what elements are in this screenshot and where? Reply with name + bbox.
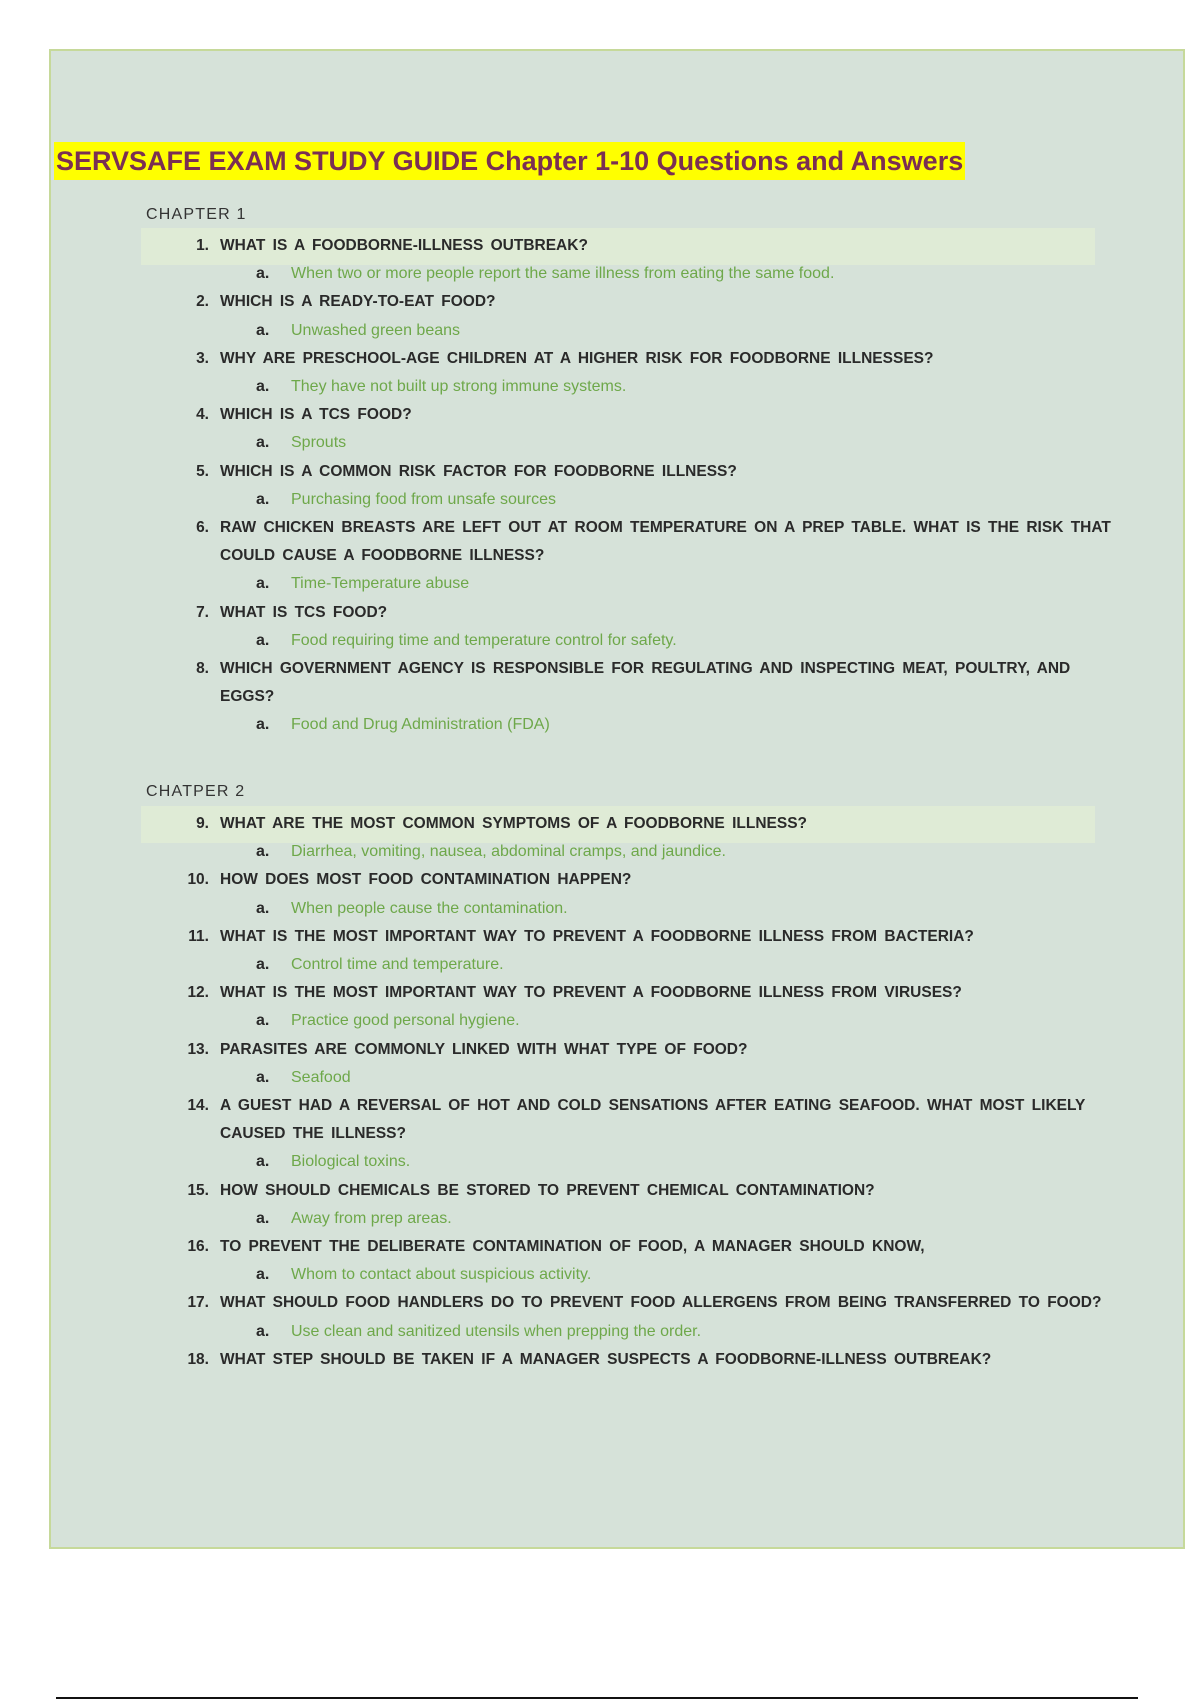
question-text: A GUEST HAD A REVERSAL OF HOT AND COLD SENSATIONS AFTER EATING SEAFOOD. WHAT MOST LIKELY CAUSED THE ILLNESS?: [220, 1097, 1086, 1143]
answer-text: Practice good personal hygiene.: [291, 1012, 520, 1030]
question-item: [51, 232, 1187, 260]
answer-letter: a.: [256, 265, 270, 283]
question-number: 10.: [187, 871, 209, 889]
question-item: [51, 288, 1187, 316]
question-number: 1.: [196, 237, 209, 254]
answer-letter: a.: [256, 899, 270, 917]
answer-item: [51, 895, 1187, 923]
answer-letter: a.: [256, 321, 270, 339]
question-number: 16.: [187, 1238, 209, 1256]
question-number: 5.: [196, 462, 209, 480]
answer-text: When two or more people report the same illness from eating the same food.: [291, 265, 835, 283]
answer-item: [51, 1064, 1187, 1092]
answer-letter: a.: [256, 1322, 270, 1340]
document-title: SERVSAFE EXAM STUDY GUIDE Chapter 1-10 Questions and Answers: [54, 142, 965, 180]
question-item: [51, 345, 1187, 373]
question-number: 2.: [196, 293, 209, 311]
question-text: WHAT IS A FOODBORNE-ILLNESS OUTBREAK?: [220, 237, 588, 254]
answer-item: [51, 1148, 1187, 1176]
answer-letter: a.: [256, 575, 270, 593]
answer-text: Food requiring time and temperature control for safety.: [291, 631, 677, 649]
question-item: [51, 1036, 1187, 1064]
question-item: [51, 1289, 1187, 1317]
answer-letter: a.: [256, 434, 270, 452]
answer-text: Unwashed green beans: [291, 321, 461, 339]
answer-item: [51, 1318, 1187, 1346]
question-number: 13.: [187, 1040, 209, 1058]
answer-text: Food and Drug Administration (FDA): [291, 716, 550, 734]
answer-item: [51, 317, 1187, 345]
footer-rule: [56, 1697, 1138, 1699]
study-guide-panel: [49, 49, 1185, 1549]
answer-text: Biological toxins.: [291, 1153, 411, 1171]
answer-text: Purchasing food from unsafe sources: [291, 490, 557, 508]
chapter-heading: CHATPER 2: [146, 783, 246, 800]
answer-letter: a.: [256, 1068, 270, 1086]
answer-item: [51, 373, 1187, 401]
answer-text: Use clean and sanitized utensils when prepping the order.: [291, 1322, 702, 1340]
answer-letter: a.: [256, 490, 270, 508]
answer-item: [51, 711, 1187, 739]
question-text: RAW CHICKEN BREASTS ARE LEFT OUT AT ROOM TEMPERATURE ON A PREP TABLE. WHAT IS THE RISK THAT COULD CAUSE A FOODBORNE ILLNESS?: [220, 519, 1111, 565]
question-text: WHICH IS A TCS FOOD?: [220, 406, 412, 424]
answer-text: When people cause the contamination.: [291, 899, 568, 917]
answer-item: [51, 951, 1187, 979]
question-item: [51, 866, 1187, 894]
question-number: 17.: [187, 1294, 209, 1312]
answer-text: Control time and temperature.: [291, 956, 504, 974]
answer-item: [51, 429, 1187, 457]
question-text: HOW DOES MOST FOOD CONTAMINATION HAPPEN?: [220, 871, 632, 889]
answer-item: [51, 1007, 1187, 1035]
question-text: TO PREVENT THE DELIBERATE CONTAMINATION OF FOOD, A MANAGER SHOULD KNOW,: [220, 1238, 925, 1256]
question-text: PARASITES ARE COMMONLY LINKED WITH WHAT TYPE OF FOOD?: [220, 1040, 748, 1058]
question-text: WHAT IS THE MOST IMPORTANT WAY TO PREVENT A FOODBORNE ILLNESS FROM VIRUSES?: [220, 984, 962, 1002]
question-text: WHICH GOVERNMENT AGENCY IS RESPONSIBLE FOR REGULATING AND INSPECTING MEAT, POULTRY, AND EGGS?: [220, 660, 1071, 706]
question-text: WHAT IS TCS FOOD?: [220, 603, 388, 621]
question-item: [51, 1233, 1187, 1261]
question-item: [51, 1346, 1187, 1374]
chapter-heading: CHAPTER 1: [146, 206, 247, 223]
answer-letter: a.: [256, 716, 270, 734]
answer-text: Time-Temperature abuse: [291, 575, 470, 593]
answer-letter: a.: [256, 1153, 270, 1171]
question-text: WHY ARE PRESCHOOL-AGE CHILDREN AT A HIGHER RISK FOR FOODBORNE ILLNESSES?: [220, 349, 934, 367]
question-text: WHAT SHOULD FOOD HANDLERS DO TO PREVENT FOOD ALLERGENS FROM BEING TRANSFERRED TO FOOD?: [220, 1294, 1102, 1312]
answer-letter: a.: [256, 378, 270, 396]
answer-letter: a.: [256, 956, 270, 974]
question-item: [51, 458, 1187, 486]
answer-text: Away from prep areas.: [291, 1209, 452, 1227]
question-item: [51, 810, 1187, 838]
question-item: [51, 655, 1187, 711]
question-number: 6.: [196, 519, 209, 537]
answer-item: [51, 260, 1187, 288]
answer-item: [51, 1261, 1187, 1289]
question-number: 18.: [187, 1350, 209, 1368]
question-text: HOW SHOULD CHEMICALS BE STORED TO PREVENT CHEMICAL CONTAMINATION?: [220, 1181, 875, 1199]
question-number: 14.: [187, 1097, 209, 1115]
question-text: WHAT IS THE MOST IMPORTANT WAY TO PREVENT A FOODBORNE ILLNESS FROM BACTERIA?: [220, 927, 974, 945]
answer-letter: a.: [256, 631, 270, 649]
answer-item: [51, 486, 1187, 514]
answer-item: [51, 627, 1187, 655]
answer-item: [51, 1205, 1187, 1233]
question-text: WHICH IS A COMMON RISK FACTOR FOR FOODBORNE ILLNESS?: [220, 462, 737, 480]
question-list: [51, 810, 1187, 1374]
answer-text: Seafood: [291, 1068, 351, 1086]
question-item: [51, 923, 1187, 951]
answer-letter: a.: [256, 1012, 270, 1030]
answer-letter: a.: [256, 1209, 270, 1227]
question-item: [51, 599, 1187, 627]
answer-item: [51, 570, 1187, 598]
question-number: 12.: [187, 984, 209, 1002]
answer-item: [51, 838, 1187, 866]
answer-text: Sprouts: [291, 434, 347, 452]
answer-letter: a.: [256, 843, 270, 861]
question-item: [51, 1177, 1187, 1205]
question-number: 8.: [196, 660, 209, 678]
question-number: 3.: [196, 349, 209, 367]
question-number: 15.: [187, 1181, 209, 1199]
answer-letter: a.: [256, 1266, 270, 1284]
question-text: WHAT ARE THE MOST COMMON SYMPTOMS OF A FOODBORNE ILLNESS?: [220, 815, 807, 832]
question-number: 11.: [188, 927, 209, 945]
question-item: [51, 514, 1187, 570]
question-item: [51, 401, 1187, 429]
question-text: WHAT STEP SHOULD BE TAKEN IF A MANAGER SUSPECTS A FOODBORNE-ILLNESS OUTBREAK?: [220, 1350, 992, 1368]
question-number: 7.: [196, 603, 209, 621]
question-item: [51, 979, 1187, 1007]
answer-text: They have not built up strong immune systems.: [291, 378, 627, 396]
question-item: [51, 1092, 1187, 1148]
question-list: [51, 232, 1187, 740]
question-text: WHICH IS A READY-TO-EAT FOOD?: [220, 293, 496, 311]
question-number: 4.: [196, 406, 209, 424]
answer-text: Whom to contact about suspicious activity.: [291, 1266, 592, 1284]
question-number: 9.: [196, 815, 209, 832]
answer-text: Diarrhea, vomiting, nausea, abdominal cramps, and jaundice.: [291, 843, 726, 861]
